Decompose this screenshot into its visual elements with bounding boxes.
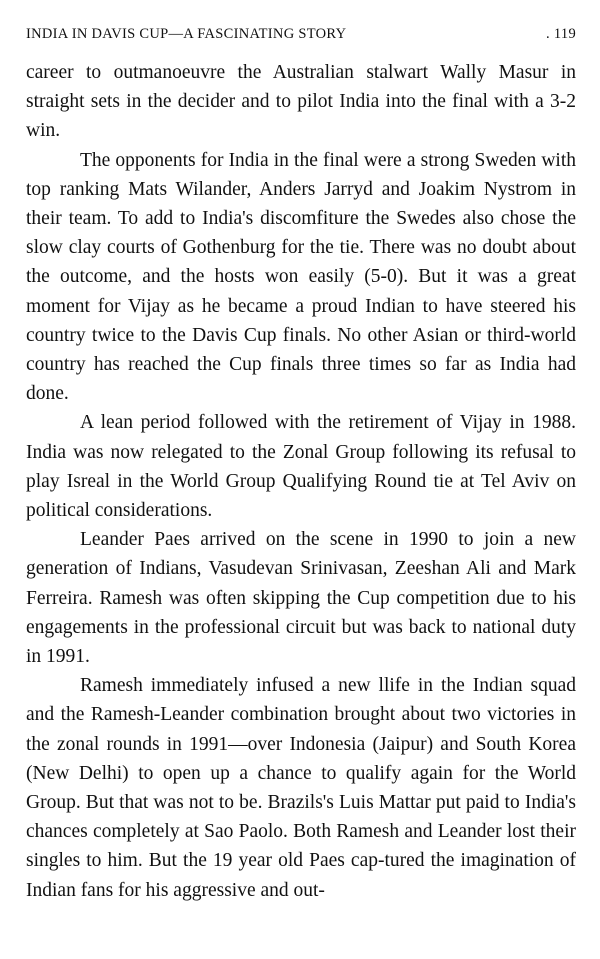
paragraph-2: The opponents for India in the final were a strong Sweden with top ranking Mats Wilander, Anders Jarryd and Joakim Nystrom in their team. To add to India's discomfiture the Swedes also chose the slow clay courts of Gothenburg for the tie. There was no doubt about the outcome, and the hosts won easily (5-0). But it was a great moment for Vijay as he became a proud Indian to have steered his country twice to the Davis Cup finals. No other Asian or third-world country has reached the Cup finals three times so far as India had done. (26, 149, 576, 405)
body-text (26, 58, 576, 905)
page-number: . 119 (546, 26, 576, 42)
paragraph-4: Leander Paes arrived on the scene in 1990 to join a new generation of Indians, Vasudevan Srinivasan, Zeeshan Ali and Mark Ferreira. Ramesh was often skipping the Cup competition due to his engagements in the professional circuit but was back to national duty in 1991. (26, 529, 576, 668)
paragraph-3: A lean period followed with the retirement of Vijay in 1988. India was now relegated to the Zonal Group following its refusal to play Isreal in the World Group Qualifying Round tie at Tel Aviv on political considerations. (26, 412, 576, 522)
paragraph-5: Ramesh immediately infused a new llife in the Indian squad and the Ramesh-Leander combination brought about two victories in the zonal rounds in 1991—over Indonesia (Jaipur) and South Korea (New Delhi) to open up a chance to qualify again for the World Group. But that was not to be. Brazils's Luis Mattar put paid to India's chances completely at Sao Paolo. Both Ramesh and Leander lost their singles to him. But the 19 year old Paes cap-tured the imagination of Indian fans for his aggressive and out- (26, 675, 576, 901)
running-title: INDIA IN DAVIS CUP—A FASCINATING STORY (26, 26, 347, 42)
running-header (26, 26, 576, 52)
book-page (26, 26, 576, 905)
paragraph-1: career to outmanoeuvre the Australian stalwart Wally Masur in straight sets in the decider and to pilot India into the final with a 3-2 win. (26, 62, 576, 142)
